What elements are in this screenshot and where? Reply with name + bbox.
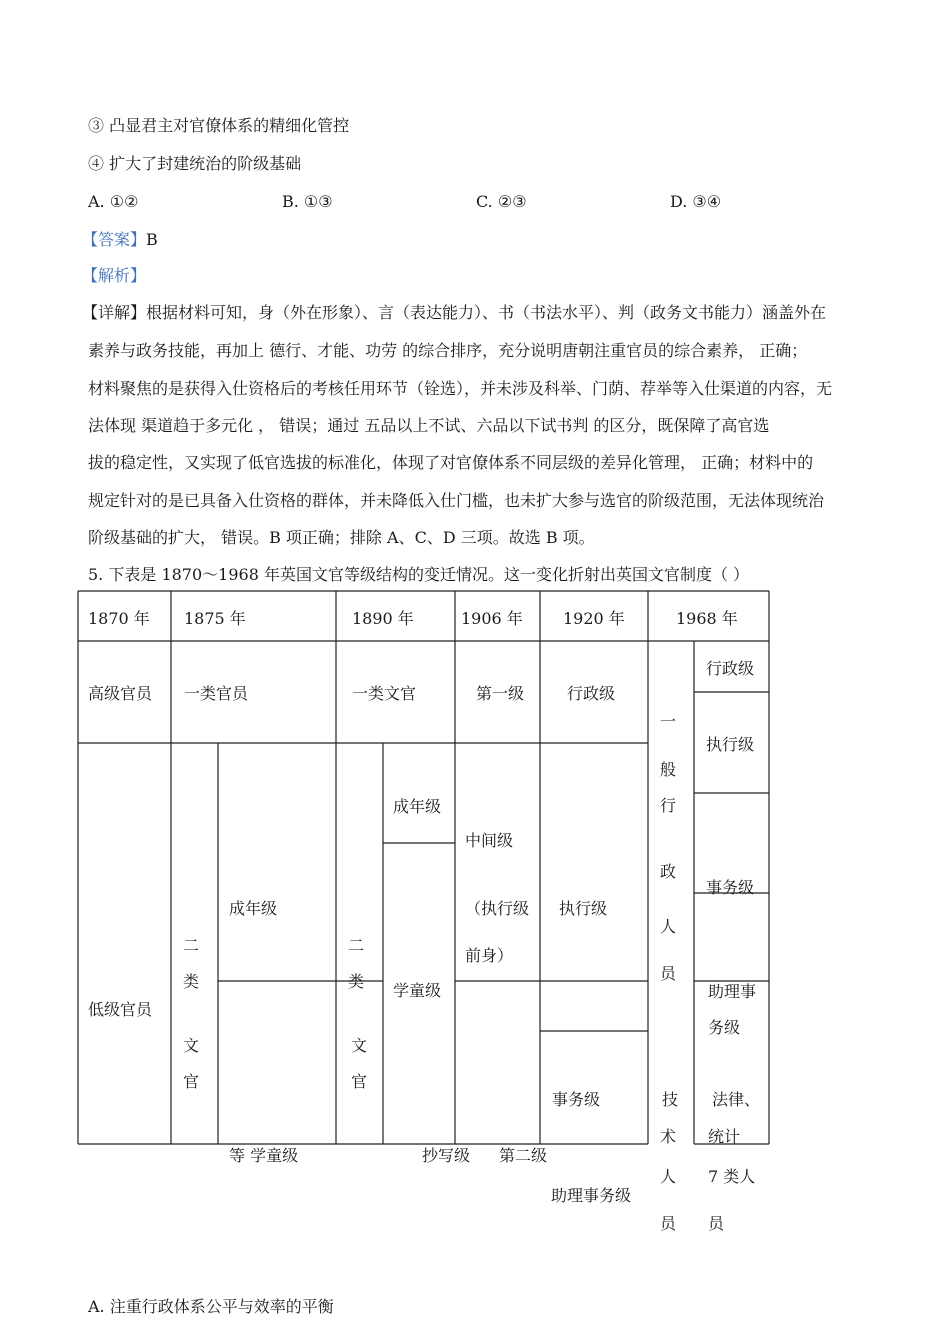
analysis-tag: 【解析】 bbox=[82, 266, 147, 285]
analysis-line-3: 材料聚焦的是获得入仕资格后的考核任用环节（铨选），并未涉及科举、门荫、荐举等入仕渠道的内容，无 bbox=[88, 379, 833, 398]
cell-1968-assist-1: 助理事 bbox=[708, 982, 757, 1001]
cell-1906-mid-3: 前身） bbox=[465, 946, 514, 965]
cell-1968-general-1: 一 bbox=[660, 712, 677, 731]
cell-1890-class2-1: 二 bbox=[348, 936, 365, 955]
header-1890: 1890 年 bbox=[352, 609, 414, 628]
header-1906: 1906 年 bbox=[461, 609, 523, 628]
cell-1875-bottom: 等 学童级 bbox=[229, 1146, 299, 1165]
cell-1968-admin: 行政级 bbox=[706, 659, 755, 678]
cell-1875-class2-1: 二 bbox=[183, 936, 200, 955]
cell-1968-general-4: 政 bbox=[660, 862, 677, 881]
cell-1920-top: 行政级 bbox=[567, 684, 616, 703]
cell-1870-high: 高级官员 bbox=[88, 684, 153, 703]
cell-1906-bottom: 第二级 bbox=[499, 1146, 548, 1165]
cell-1890-top: 一类文官 bbox=[352, 684, 417, 703]
cell-1890-boy: 学童级 bbox=[393, 981, 442, 1000]
cell-1968-tech-3: 人 bbox=[660, 1167, 677, 1186]
header-1875: 1875 年 bbox=[184, 609, 246, 628]
answer-value: B bbox=[146, 230, 158, 249]
cell-1968-law-3: 7 类人 bbox=[708, 1167, 756, 1186]
analysis-line-4: 法体现 渠道趋于多元化 ， 错误；通过 五品以上不试、六品以下试书判 的区分，既保障了高官选 bbox=[88, 416, 770, 435]
cell-1875-class2-3: 文 bbox=[183, 1036, 200, 1055]
cell-1875-top: 一类官员 bbox=[184, 684, 249, 703]
cell-1968-general-6: 员 bbox=[660, 964, 677, 983]
header-1920: 1920 年 bbox=[563, 609, 625, 628]
question-5-option-a: A. 注重行政体系公平与效率的平衡 bbox=[88, 1297, 334, 1316]
analysis-line-5: 拔的稳定性，又实现了低官选拔的标准化，体现了对官僚体系不同层级的差异化管理， 正确；材料中的 bbox=[88, 453, 814, 472]
analysis-line-2: 素养与政务技能，再加上 德行、才能、功劳 的综合排序，充分说明唐朝注重官员的综合素养， 正确； bbox=[88, 341, 808, 360]
cell-1875-class2-2: 类 bbox=[183, 972, 200, 991]
cell-1968-assist-2: 务级 bbox=[708, 1018, 741, 1037]
cell-1920-exec: 执行级 bbox=[559, 899, 608, 918]
cell-1890-class2-4: 官 bbox=[351, 1072, 368, 1091]
cell-1906-mid-2: （执行级 bbox=[465, 899, 530, 918]
cell-1920-clerk: 事务级 bbox=[552, 1090, 601, 1109]
question-5-stem: 5. 下表是 1870～1968 年英国文官等级结构的变迁情况。这一变化折射出英国文官制度（ ） bbox=[88, 565, 750, 584]
cell-1875-class2-4: 官 bbox=[183, 1072, 200, 1091]
cell-1920-bottom: 助理事务级 bbox=[551, 1186, 632, 1205]
cell-1968-general-3: 行 bbox=[660, 796, 677, 815]
choice-d: D. ③④ bbox=[670, 192, 722, 211]
cell-1875-adult: 成年级 bbox=[229, 899, 278, 918]
cell-1906-mid-1: 中间级 bbox=[465, 831, 514, 850]
header-1968: 1968 年 bbox=[676, 609, 738, 628]
answer-tag: 【答案】 bbox=[82, 230, 147, 249]
choice-a: A. ①② bbox=[88, 192, 139, 211]
cell-1890-class2-3: 文 bbox=[351, 1036, 368, 1055]
cell-1890-bottom: 抄写级 bbox=[422, 1146, 471, 1165]
analysis-line-1: 【详解】根据材料可知，身（外在形象）、言（表达能力）、书（书法水平）、判（政务文书能力）涵盖外在 bbox=[82, 303, 827, 322]
analysis-line-6: 规定针对的是已具备入仕资格的群体，并未降低入仕门槛，也未扩大参与选官的阶级范围，无法体现统治 bbox=[88, 491, 825, 510]
option-item-4: ④ 扩大了封建统治的阶级基础 bbox=[88, 154, 302, 173]
cell-1968-general-5: 人 bbox=[660, 917, 677, 936]
cell-1968-tech-2: 术 bbox=[660, 1127, 677, 1146]
cell-1968-tech-1: 技 bbox=[662, 1090, 679, 1109]
cell-1968-general-2: 般 bbox=[660, 760, 677, 779]
header-1870: 1870 年 bbox=[88, 609, 150, 628]
choice-b: B. ①③ bbox=[282, 192, 333, 211]
option-item-3: ③ 凸显君主对官僚体系的精细化管控 bbox=[88, 116, 350, 135]
cell-1968-law-1: 法律、 bbox=[712, 1090, 761, 1109]
analysis-line-7: 阶级基础的扩大， 错误。B 项正确；排除 A、C、D 三项。故选 B 项。 bbox=[88, 528, 595, 547]
cell-1890-adult: 成年级 bbox=[393, 797, 442, 816]
cell-1968-law-4: 员 bbox=[708, 1214, 725, 1233]
cell-1968-exec: 执行级 bbox=[706, 735, 755, 754]
cell-1890-class2-2: 类 bbox=[348, 972, 365, 991]
cell-1870-low: 低级官员 bbox=[88, 1000, 153, 1019]
cell-1968-tech-4: 员 bbox=[660, 1214, 677, 1233]
cell-1968-law-2: 统计 bbox=[708, 1127, 741, 1146]
cell-1906-top: 第一级 bbox=[476, 684, 525, 703]
choice-c: C. ②③ bbox=[476, 192, 527, 211]
cell-1968-clerk: 事务级 bbox=[706, 878, 755, 897]
